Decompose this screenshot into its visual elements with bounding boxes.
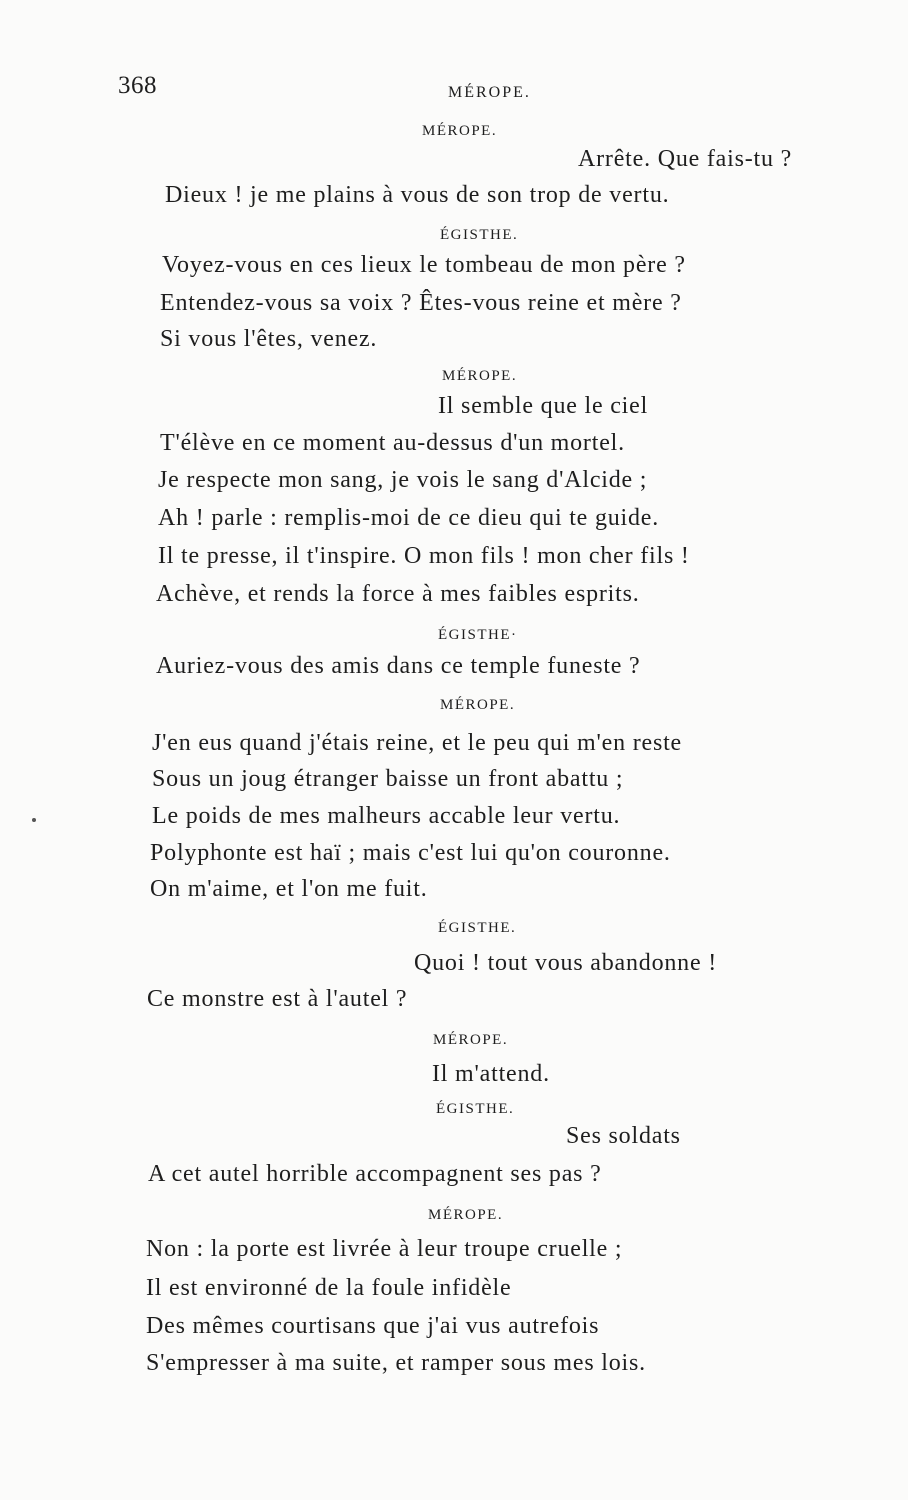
verse-line: Si vous l'êtes, venez. — [160, 326, 378, 352]
speaker-label: MÉROPE. — [440, 697, 516, 713]
running-title: MÉROPE. — [448, 84, 531, 101]
speaker-label: ÉGISTHE. — [436, 1101, 515, 1117]
verse-line: Le poids de mes malheurs accable leur vertu. — [152, 803, 621, 829]
verse-line: Il te presse, il t'inspire. O mon fils ! mon cher fils ! — [158, 543, 690, 569]
speaker-label: ÉGISTHE. — [438, 920, 517, 936]
verse-line: T'élève en ce moment au-dessus d'un mortel. — [160, 430, 625, 456]
page-number: 368 — [118, 72, 157, 99]
verse-line: Entendez-vous sa voix ? Êtes-vous reine et mère ? — [160, 290, 682, 316]
verse-line: Des mêmes courtisans que j'ai vus autrefois — [146, 1313, 600, 1339]
verse-line: Polyphonte est haï ; mais c'est lui qu'on couronne. — [150, 840, 671, 866]
verse-line: Ce monstre est à l'autel ? — [147, 986, 408, 1012]
verse-line: Il m'attend. — [432, 1061, 550, 1087]
verse-line: S'empresser à ma suite, et ramper sous mes lois. — [146, 1350, 646, 1376]
verse-line: Voyez-vous en ces lieux le tombeau de mon père ? — [162, 252, 686, 278]
verse-line: Il est environné de la foule infidèle — [146, 1275, 512, 1301]
verse-line: Il semble que le ciel — [438, 393, 649, 419]
verse-line: Arrête. Que fais-tu ? — [578, 146, 793, 172]
verse-line: Ses soldats — [566, 1123, 681, 1149]
speaker-label: MÉROPE. — [422, 123, 498, 139]
verse-line: Auriez-vous des amis dans ce temple funeste ? — [156, 653, 641, 679]
verse-line: Quoi ! tout vous abandonne ! — [414, 950, 718, 976]
verse-line: Sous un joug étranger baisse un front abattu ; — [152, 766, 624, 792]
speaker-label: ÉGISTHE. — [440, 227, 519, 243]
verse-line: Dieux ! je me plains à vous de son trop de vertu. — [165, 182, 670, 208]
verse-line: On m'aime, et l'on me fuit. — [150, 876, 428, 902]
verse-line: A cet autel horrible accompagnent ses pas ? — [148, 1161, 602, 1187]
speaker-label: MÉROPE. — [433, 1032, 509, 1048]
verse-line: Achève, et rends la force à mes faibles esprits. — [156, 581, 640, 607]
verse-line: Non : la porte est livrée à leur troupe cruelle ; — [146, 1236, 623, 1262]
margin-dot — [32, 818, 36, 822]
verse-line: J'en eus quand j'étais reine, et le peu qui m'en reste — [152, 730, 683, 756]
speaker-label: ÉGISTHE· — [438, 627, 518, 643]
speaker-label: MÉROPE. — [442, 368, 518, 384]
verse-line: Je respecte mon sang, je vois le sang d'Alcide ; — [158, 467, 648, 493]
speaker-label: MÉROPE. — [428, 1207, 504, 1223]
verse-line: Ah ! parle : remplis-moi de ce dieu qui te guide. — [158, 505, 660, 531]
